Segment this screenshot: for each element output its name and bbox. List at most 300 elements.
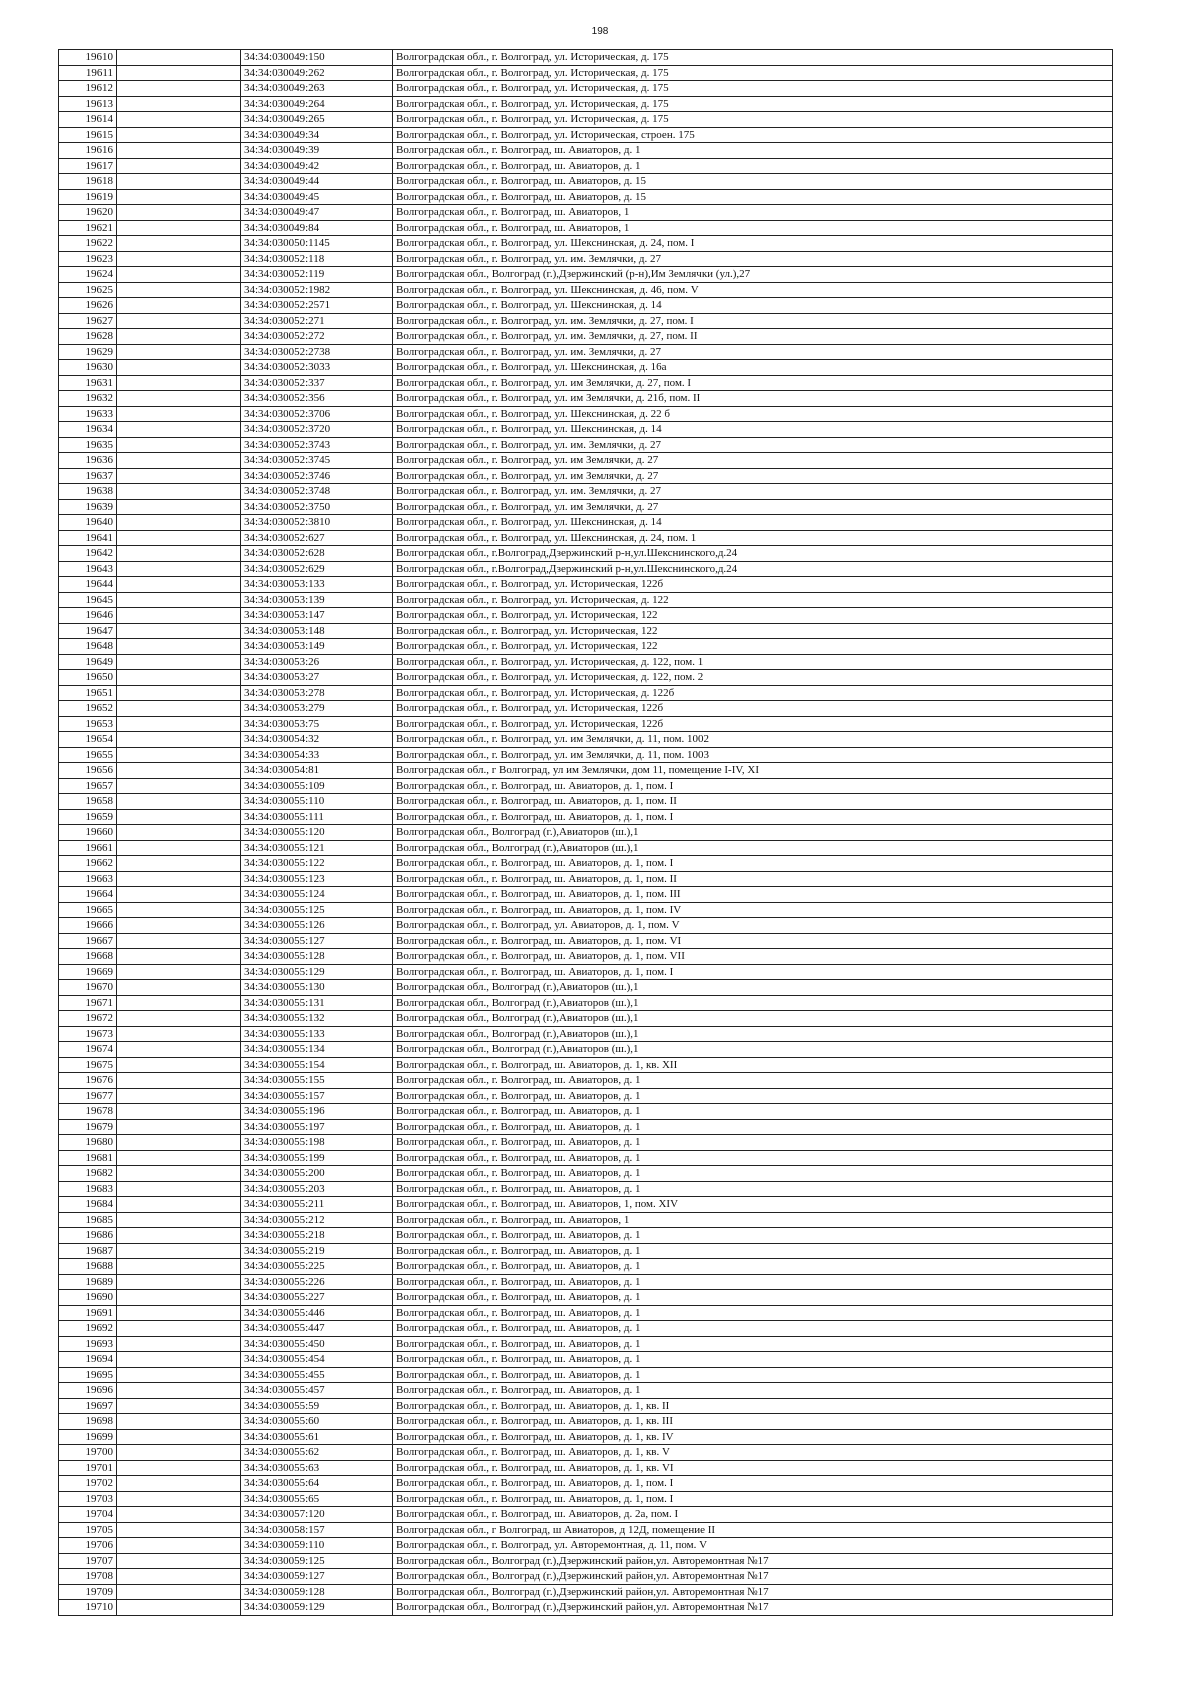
spacer-cell [117, 1212, 241, 1228]
address: Волгоградская обл., Волгоград (г.),Дзержинский район,ул. Авторемонтная №17 [393, 1569, 1113, 1585]
spacer-cell [117, 1507, 241, 1523]
address: Волгоградская обл., г. Волгоград, ш. Авиаторов, д. 1 [393, 158, 1113, 174]
row-number: 19616 [59, 143, 117, 159]
address: Волгоградская обл., г. Волгоград, ул. Историческая, д. 122б [393, 685, 1113, 701]
table-row [59, 282, 1113, 298]
table-row [59, 375, 1113, 391]
row-number: 19700 [59, 1445, 117, 1461]
address: Волгоградская обл., Волгоград (г.),Авиаторов (ш.),1 [393, 1026, 1113, 1042]
spacer-cell [117, 763, 241, 779]
address: Волгоградская обл., г. Волгоград, ул. Историческая, д. 122, пом. 2 [393, 670, 1113, 686]
spacer-cell [117, 639, 241, 655]
row-number: 19697 [59, 1398, 117, 1414]
row-number: 19696 [59, 1383, 117, 1399]
row-number: 19667 [59, 933, 117, 949]
row-number: 19673 [59, 1026, 117, 1042]
address: Волгоградская обл., г. Волгоград, ш. Авиаторов, д. 1, пом. I [393, 964, 1113, 980]
row-number: 19618 [59, 174, 117, 190]
cadastral-number: 34:34:030049:39 [241, 143, 393, 159]
address: Волгоградская обл., г. Волгоград, ш. Авиаторов, д. 1, кв. XII [393, 1057, 1113, 1073]
cadastral-number: 34:34:030055:128 [241, 949, 393, 965]
cadastral-number: 34:34:030052:119 [241, 267, 393, 283]
spacer-cell [117, 422, 241, 438]
spacer-cell [117, 143, 241, 159]
cadastral-number: 34:34:030055:218 [241, 1228, 393, 1244]
cadastral-number: 34:34:030055:122 [241, 856, 393, 872]
address: Волгоградская обл., г. Волгоград, ш. Авиаторов, д. 1, пом. I [393, 1491, 1113, 1507]
spacer-cell [117, 1553, 241, 1569]
cadastral-number: 34:34:030052:3810 [241, 515, 393, 531]
table-row [59, 298, 1113, 314]
row-number: 19629 [59, 344, 117, 360]
row-number: 19646 [59, 608, 117, 624]
cadastral-number: 34:34:030049:150 [241, 50, 393, 66]
address: Волгоградская обл., г. Волгоград, ш. Авиаторов, 1 [393, 205, 1113, 221]
table-row [59, 158, 1113, 174]
address: Волгоградская обл., Волгоград (г.),Авиаторов (ш.),1 [393, 1011, 1113, 1027]
cadastral-number: 34:34:030049:42 [241, 158, 393, 174]
table-row [59, 1367, 1113, 1383]
cadastral-number: 34:34:030059:129 [241, 1600, 393, 1616]
table-row [59, 964, 1113, 980]
address: Волгоградская обл., г. Волгоград, ул. им Землячки, д. 11, пом. 1003 [393, 747, 1113, 763]
cadastral-number: 34:34:030055:59 [241, 1398, 393, 1414]
row-number: 19635 [59, 437, 117, 453]
cadastral-number: 34:34:030055:219 [241, 1243, 393, 1259]
table-row [59, 623, 1113, 639]
row-number: 19654 [59, 732, 117, 748]
spacer-cell [117, 282, 241, 298]
table-row [59, 747, 1113, 763]
table-row [59, 685, 1113, 701]
row-number: 19663 [59, 871, 117, 887]
table-row [59, 871, 1113, 887]
cadastral-number: 34:34:030055:196 [241, 1104, 393, 1120]
cadastral-number: 34:34:030055:446 [241, 1305, 393, 1321]
cadastral-number: 34:34:030052:356 [241, 391, 393, 407]
cadastral-number: 34:34:030055:198 [241, 1135, 393, 1151]
table-row [59, 344, 1113, 360]
spacer-cell [117, 778, 241, 794]
table-row [59, 112, 1113, 128]
table-row [59, 1243, 1113, 1259]
cadastral-number: 34:34:030054:81 [241, 763, 393, 779]
row-number: 19644 [59, 577, 117, 593]
address: Волгоградская обл., г. Волгоград, ш. Авиаторов, д. 1 [393, 1243, 1113, 1259]
address: Волгоградская обл., г. Волгоград, ш. Авиаторов, д. 1, пом. I [393, 809, 1113, 825]
row-number: 19620 [59, 205, 117, 221]
spacer-cell [117, 1569, 241, 1585]
row-number: 19666 [59, 918, 117, 934]
spacer-cell [117, 1476, 241, 1492]
spacer-cell [117, 468, 241, 484]
table-row [59, 1011, 1113, 1027]
address: Волгоградская обл., г. Волгоград, ш. Авиаторов, 1 [393, 1212, 1113, 1228]
address: Волгоградская обл., г. Волгоград, ш. Авиаторов, д. 1 [393, 1073, 1113, 1089]
table-row [59, 918, 1113, 934]
table-row [59, 205, 1113, 221]
table-row [59, 1522, 1113, 1538]
table-row [59, 1088, 1113, 1104]
spacer-cell [117, 499, 241, 515]
address: Волгоградская обл., г. Волгоград, ул. Историческая, д. 175 [393, 81, 1113, 97]
spacer-cell [117, 856, 241, 872]
spacer-cell [117, 158, 241, 174]
row-number: 19617 [59, 158, 117, 174]
row-number: 19695 [59, 1367, 117, 1383]
cadastral-number: 34:34:030052:627 [241, 530, 393, 546]
cadastral-number: 34:34:030055:211 [241, 1197, 393, 1213]
spacer-cell [117, 623, 241, 639]
row-number: 19710 [59, 1600, 117, 1616]
address: Волгоградская обл., г. Волгоград, ш. Авиаторов, д. 1 [393, 1383, 1113, 1399]
spacer-cell [117, 65, 241, 81]
spacer-cell [117, 298, 241, 314]
address: Волгоградская обл., г. Волгоград, ш. Авиаторов, д. 1, пом. VII [393, 949, 1113, 965]
cadastral-register-table [58, 49, 1113, 1616]
row-number: 19611 [59, 65, 117, 81]
cadastral-number: 34:34:030058:157 [241, 1522, 393, 1538]
spacer-cell [117, 577, 241, 593]
table-row [59, 1057, 1113, 1073]
row-number: 19613 [59, 96, 117, 112]
cadastral-number: 34:34:030049:45 [241, 189, 393, 205]
address: Волгоградская обл., г. Волгоград, ш. Авиаторов, д. 1 [393, 1259, 1113, 1275]
address: Волгоградская обл., г. Волгоград, ш. Авиаторов, д. 1, пом. I [393, 1476, 1113, 1492]
row-number: 19639 [59, 499, 117, 515]
address: Волгоградская обл., г. Волгоград, ш. Авиаторов, д. 1 [393, 1336, 1113, 1352]
spacer-cell [117, 174, 241, 190]
table-row [59, 1553, 1113, 1569]
address: Волгоградская обл., г. Волгоград, ул. Шекснинская, д. 46, пом. V [393, 282, 1113, 298]
cadastral-number: 34:34:030055:199 [241, 1150, 393, 1166]
cadastral-number: 34:34:030055:450 [241, 1336, 393, 1352]
spacer-cell [117, 406, 241, 422]
spacer-cell [117, 344, 241, 360]
cadastral-number: 34:34:030057:120 [241, 1507, 393, 1523]
cadastral-number: 34:34:030059:110 [241, 1538, 393, 1554]
address: Волгоградская обл., Волгоград (г.),Авиаторов (ш.),1 [393, 840, 1113, 856]
address: Волгоградская обл., г. Волгоград, ул. Историческая, д. 175 [393, 112, 1113, 128]
row-number: 19670 [59, 980, 117, 996]
cadastral-number: 34:34:030055:129 [241, 964, 393, 980]
cadastral-number: 34:34:030055:109 [241, 778, 393, 794]
spacer-cell [117, 1445, 241, 1461]
address: Волгоградская обл., Волгоград (г.),Авиаторов (ш.),1 [393, 995, 1113, 1011]
spacer-cell [117, 484, 241, 500]
table-row [59, 1181, 1113, 1197]
table-row [59, 995, 1113, 1011]
table-row [59, 422, 1113, 438]
cadastral-number: 34:34:030053:278 [241, 685, 393, 701]
cadastral-number: 34:34:030052:2571 [241, 298, 393, 314]
table-row [59, 251, 1113, 267]
cadastral-number: 34:34:030052:3720 [241, 422, 393, 438]
row-number: 19622 [59, 236, 117, 252]
spacer-cell [117, 809, 241, 825]
table-row [59, 902, 1113, 918]
table-row [59, 174, 1113, 190]
spacer-cell [117, 608, 241, 624]
table-row [59, 1042, 1113, 1058]
row-number: 19687 [59, 1243, 117, 1259]
address: Волгоградская обл., г. Волгоград, ш. Авиаторов, д. 1, кв. III [393, 1414, 1113, 1430]
cadastral-number: 34:34:030055:197 [241, 1119, 393, 1135]
row-number: 19692 [59, 1321, 117, 1337]
address: Волгоградская обл., г. Волгоград, ул. Шекснинская, д. 14 [393, 298, 1113, 314]
cadastral-number: 34:34:030055:132 [241, 1011, 393, 1027]
spacer-cell [117, 1228, 241, 1244]
row-number: 19643 [59, 561, 117, 577]
spacer-cell [117, 887, 241, 903]
address: Волгоградская обл., г. Волгоград, ул. Историческая, д. 175 [393, 50, 1113, 66]
spacer-cell [117, 794, 241, 810]
address: Волгоградская обл., г. Волгоград, ул. Шекснинская, д. 22 б [393, 406, 1113, 422]
table-row [59, 1026, 1113, 1042]
spacer-cell [117, 1119, 241, 1135]
spacer-cell [117, 112, 241, 128]
row-number: 19657 [59, 778, 117, 794]
cadastral-number: 34:34:030052:628 [241, 546, 393, 562]
row-number: 19680 [59, 1135, 117, 1151]
cadastral-number: 34:34:030055:454 [241, 1352, 393, 1368]
row-number: 19661 [59, 840, 117, 856]
address: Волгоградская обл., Волгоград (г.),Авиаторов (ш.),1 [393, 1042, 1113, 1058]
spacer-cell [117, 840, 241, 856]
table-row [59, 1197, 1113, 1213]
table-row [59, 453, 1113, 469]
address: Волгоградская обл., г. Волгоград, ул. им Землячки, д. 27 [393, 499, 1113, 515]
spacer-cell [117, 1398, 241, 1414]
table-row [59, 933, 1113, 949]
address: Волгоградская обл., г.Волгоград,Дзержинский р-н,ул.Шекснинского,д.24 [393, 546, 1113, 562]
table-row [59, 189, 1113, 205]
table-row [59, 499, 1113, 515]
row-number: 19624 [59, 267, 117, 283]
cadastral-number: 34:34:030052:1982 [241, 282, 393, 298]
spacer-cell [117, 1166, 241, 1182]
cadastral-number: 34:34:030049:263 [241, 81, 393, 97]
table-row [59, 1073, 1113, 1089]
row-number: 19619 [59, 189, 117, 205]
spacer-cell [117, 1522, 241, 1538]
row-number: 19615 [59, 127, 117, 143]
cadastral-number: 34:34:030055:65 [241, 1491, 393, 1507]
address: Волгоградская обл., г. Волгоград, ул. Историческая, строен. 175 [393, 127, 1113, 143]
table-row [59, 1460, 1113, 1476]
cadastral-number: 34:34:030055:123 [241, 871, 393, 887]
cadastral-number: 34:34:030052:3745 [241, 453, 393, 469]
address: Волгоградская обл., г. Волгоград, ул. Шекснинская, д. 14 [393, 515, 1113, 531]
address: Волгоградская обл., г. Волгоград, ул. Авиаторов, д. 1, пом. V [393, 918, 1113, 934]
row-number: 19653 [59, 716, 117, 732]
address: Волгоградская обл., г. Волгоград, ш. Авиаторов, д. 1 [393, 1135, 1113, 1151]
table-row [59, 406, 1113, 422]
cadastral-number: 34:34:030055:63 [241, 1460, 393, 1476]
address: Волгоградская обл., г. Волгоград, ш. Авиаторов, д. 1 [393, 1150, 1113, 1166]
table-row [59, 763, 1113, 779]
spacer-cell [117, 1491, 241, 1507]
spacer-cell [117, 220, 241, 236]
spacer-cell [117, 1600, 241, 1616]
spacer-cell [117, 871, 241, 887]
cadastral-number: 34:34:030052:3748 [241, 484, 393, 500]
spacer-cell [117, 1383, 241, 1399]
address: Волгоградская обл., г. Волгоград, ул. Шекснинская, д. 24, пом. 1 [393, 530, 1113, 546]
row-number: 19689 [59, 1274, 117, 1290]
address: Волгоградская обл., Волгоград (г.),Дзержинский район,ул. Авторемонтная №17 [393, 1600, 1113, 1616]
cadastral-number: 34:34:030055:455 [241, 1367, 393, 1383]
cadastral-number: 34:34:030055:120 [241, 825, 393, 841]
table-row [59, 220, 1113, 236]
row-number: 19641 [59, 530, 117, 546]
row-number: 19640 [59, 515, 117, 531]
table-row [59, 887, 1113, 903]
table-row [59, 1321, 1113, 1337]
address: Волгоградская обл., г. Волгоград, ш. Авиаторов, 1, пом. XIV [393, 1197, 1113, 1213]
spacer-cell [117, 313, 241, 329]
spacer-cell [117, 716, 241, 732]
spacer-cell [117, 1259, 241, 1275]
spacer-cell [117, 127, 241, 143]
cadastral-number: 34:34:030049:262 [241, 65, 393, 81]
table-row [59, 329, 1113, 345]
row-number: 19636 [59, 453, 117, 469]
table-row [59, 96, 1113, 112]
table-row [59, 1569, 1113, 1585]
spacer-cell [117, 1352, 241, 1368]
row-number: 19631 [59, 375, 117, 391]
cadastral-number: 34:34:030052:3743 [241, 437, 393, 453]
table-row [59, 577, 1113, 593]
spacer-cell [117, 670, 241, 686]
address: Волгоградская обл., г. Волгоград, ш. Авиаторов, д. 1 [393, 143, 1113, 159]
cadastral-number: 34:34:030055:111 [241, 809, 393, 825]
cadastral-number: 34:34:030055:126 [241, 918, 393, 934]
row-number: 19649 [59, 654, 117, 670]
table-row [59, 949, 1113, 965]
spacer-cell [117, 1460, 241, 1476]
table-row [59, 1274, 1113, 1290]
row-number: 19623 [59, 251, 117, 267]
table-row [59, 1228, 1113, 1244]
table-row [59, 515, 1113, 531]
address: Волгоградская обл., г. Волгоград, ш. Авиаторов, д. 1 [393, 1166, 1113, 1182]
cadastral-number: 34:34:030055:225 [241, 1259, 393, 1275]
row-number: 19621 [59, 220, 117, 236]
row-number: 19708 [59, 1569, 117, 1585]
spacer-cell [117, 1367, 241, 1383]
spacer-cell [117, 1305, 241, 1321]
address: Волгоградская обл., г. Волгоград, ул. Шекснинская, д. 14 [393, 422, 1113, 438]
table-row [59, 809, 1113, 825]
row-number: 19702 [59, 1476, 117, 1492]
spacer-cell [117, 685, 241, 701]
address: Волгоградская обл., г. Волгоград, ш. Авиаторов, д. 1 [393, 1104, 1113, 1120]
table-row [59, 732, 1113, 748]
row-number: 19693 [59, 1336, 117, 1352]
spacer-cell [117, 360, 241, 376]
address: Волгоградская обл., г. Волгоград, ш. Авиаторов, д. 1 [393, 1181, 1113, 1197]
address: Волгоградская обл., г. Волгоград, ш. Авиаторов, д. 1, кв. VI [393, 1460, 1113, 1476]
row-number: 19688 [59, 1259, 117, 1275]
table-row [59, 1166, 1113, 1182]
address: Волгоградская обл., г. Волгоград, ш. Авиаторов, д. 1 [393, 1119, 1113, 1135]
address: Волгоградская обл., г. Волгоград, ул. Историческая, 122 [393, 623, 1113, 639]
spacer-cell [117, 1135, 241, 1151]
row-number: 19648 [59, 639, 117, 655]
address: Волгоградская обл., г. Волгоград, ул. Историческая, 122 [393, 608, 1113, 624]
spacer-cell [117, 1073, 241, 1089]
table-row [59, 267, 1113, 283]
row-number: 19675 [59, 1057, 117, 1073]
row-number: 19685 [59, 1212, 117, 1228]
row-number: 19634 [59, 422, 117, 438]
address: Волгоградская обл., г. Волгоград, ш. Авиаторов, д. 1 [393, 1305, 1113, 1321]
address: Волгоградская обл., г. Волгоград, ул. Шекснинская, д. 24, пом. I [393, 236, 1113, 252]
spacer-cell [117, 81, 241, 97]
address: Волгоградская обл., г. Волгоград, ул. Историческая, 122б [393, 701, 1113, 717]
cadastral-number: 34:34:030055:131 [241, 995, 393, 1011]
table-row [59, 716, 1113, 732]
row-number: 19610 [59, 50, 117, 66]
row-number: 19652 [59, 701, 117, 717]
cadastral-number: 34:34:030049:47 [241, 205, 393, 221]
spacer-cell [117, 1011, 241, 1027]
spacer-cell [117, 96, 241, 112]
address: Волгоградская обл., г. Волгоград, ул. Историческая, д. 175 [393, 65, 1113, 81]
row-number: 19669 [59, 964, 117, 980]
address: Волгоградская обл., Волгоград (г.),Дзержинский район,ул. Авторемонтная №17 [393, 1553, 1113, 1569]
spacer-cell [117, 933, 241, 949]
row-number: 19612 [59, 81, 117, 97]
address: Волгоградская обл., г. Волгоград, ш. Авиаторов, д. 1, пом. I [393, 778, 1113, 794]
row-number: 19690 [59, 1290, 117, 1306]
cadastral-number: 34:34:030049:265 [241, 112, 393, 128]
row-number: 19682 [59, 1166, 117, 1182]
cadastral-number: 34:34:030055:134 [241, 1042, 393, 1058]
row-number: 19625 [59, 282, 117, 298]
cadastral-number: 34:34:030053:27 [241, 670, 393, 686]
cadastral-number: 34:34:030049:84 [241, 220, 393, 236]
row-number: 19633 [59, 406, 117, 422]
address: Волгоградская обл., г. Волгоград, ш. Авиаторов, д. 1 [393, 1290, 1113, 1306]
table-row [59, 1398, 1113, 1414]
address: Волгоградская обл., г. Волгоград, ул. Шекснинская, д. 16а [393, 360, 1113, 376]
cadastral-number: 34:34:030055:127 [241, 933, 393, 949]
row-number: 19679 [59, 1119, 117, 1135]
cadastral-number: 34:34:030053:149 [241, 639, 393, 655]
address: Волгоградская обл., г. Волгоград, ул. им Землячки, д. 21б, пом. II [393, 391, 1113, 407]
table-row [59, 654, 1113, 670]
table-row [59, 856, 1113, 872]
address: Волгоградская обл., г. Волгоград, ул. им Землячки, д. 27 [393, 453, 1113, 469]
spacer-cell [117, 980, 241, 996]
row-number: 19630 [59, 360, 117, 376]
address: Волгоградская обл., г. Волгоград, ш. Авиаторов, д. 1, пом. I [393, 856, 1113, 872]
cadastral-number: 34:34:030055:130 [241, 980, 393, 996]
cadastral-number: 34:34:030055:62 [241, 1445, 393, 1461]
row-number: 19632 [59, 391, 117, 407]
table-row [59, 236, 1113, 252]
address: Волгоградская обл., г Волгоград, ул им Землячки, дом 11, помещение I-IV, XI [393, 763, 1113, 779]
cadastral-number: 34:34:030059:128 [241, 1584, 393, 1600]
cadastral-number: 34:34:030055:60 [241, 1414, 393, 1430]
table-row [59, 980, 1113, 996]
spacer-cell [117, 267, 241, 283]
cadastral-number: 34:34:030049:44 [241, 174, 393, 190]
cadastral-number: 34:34:030052:3746 [241, 468, 393, 484]
